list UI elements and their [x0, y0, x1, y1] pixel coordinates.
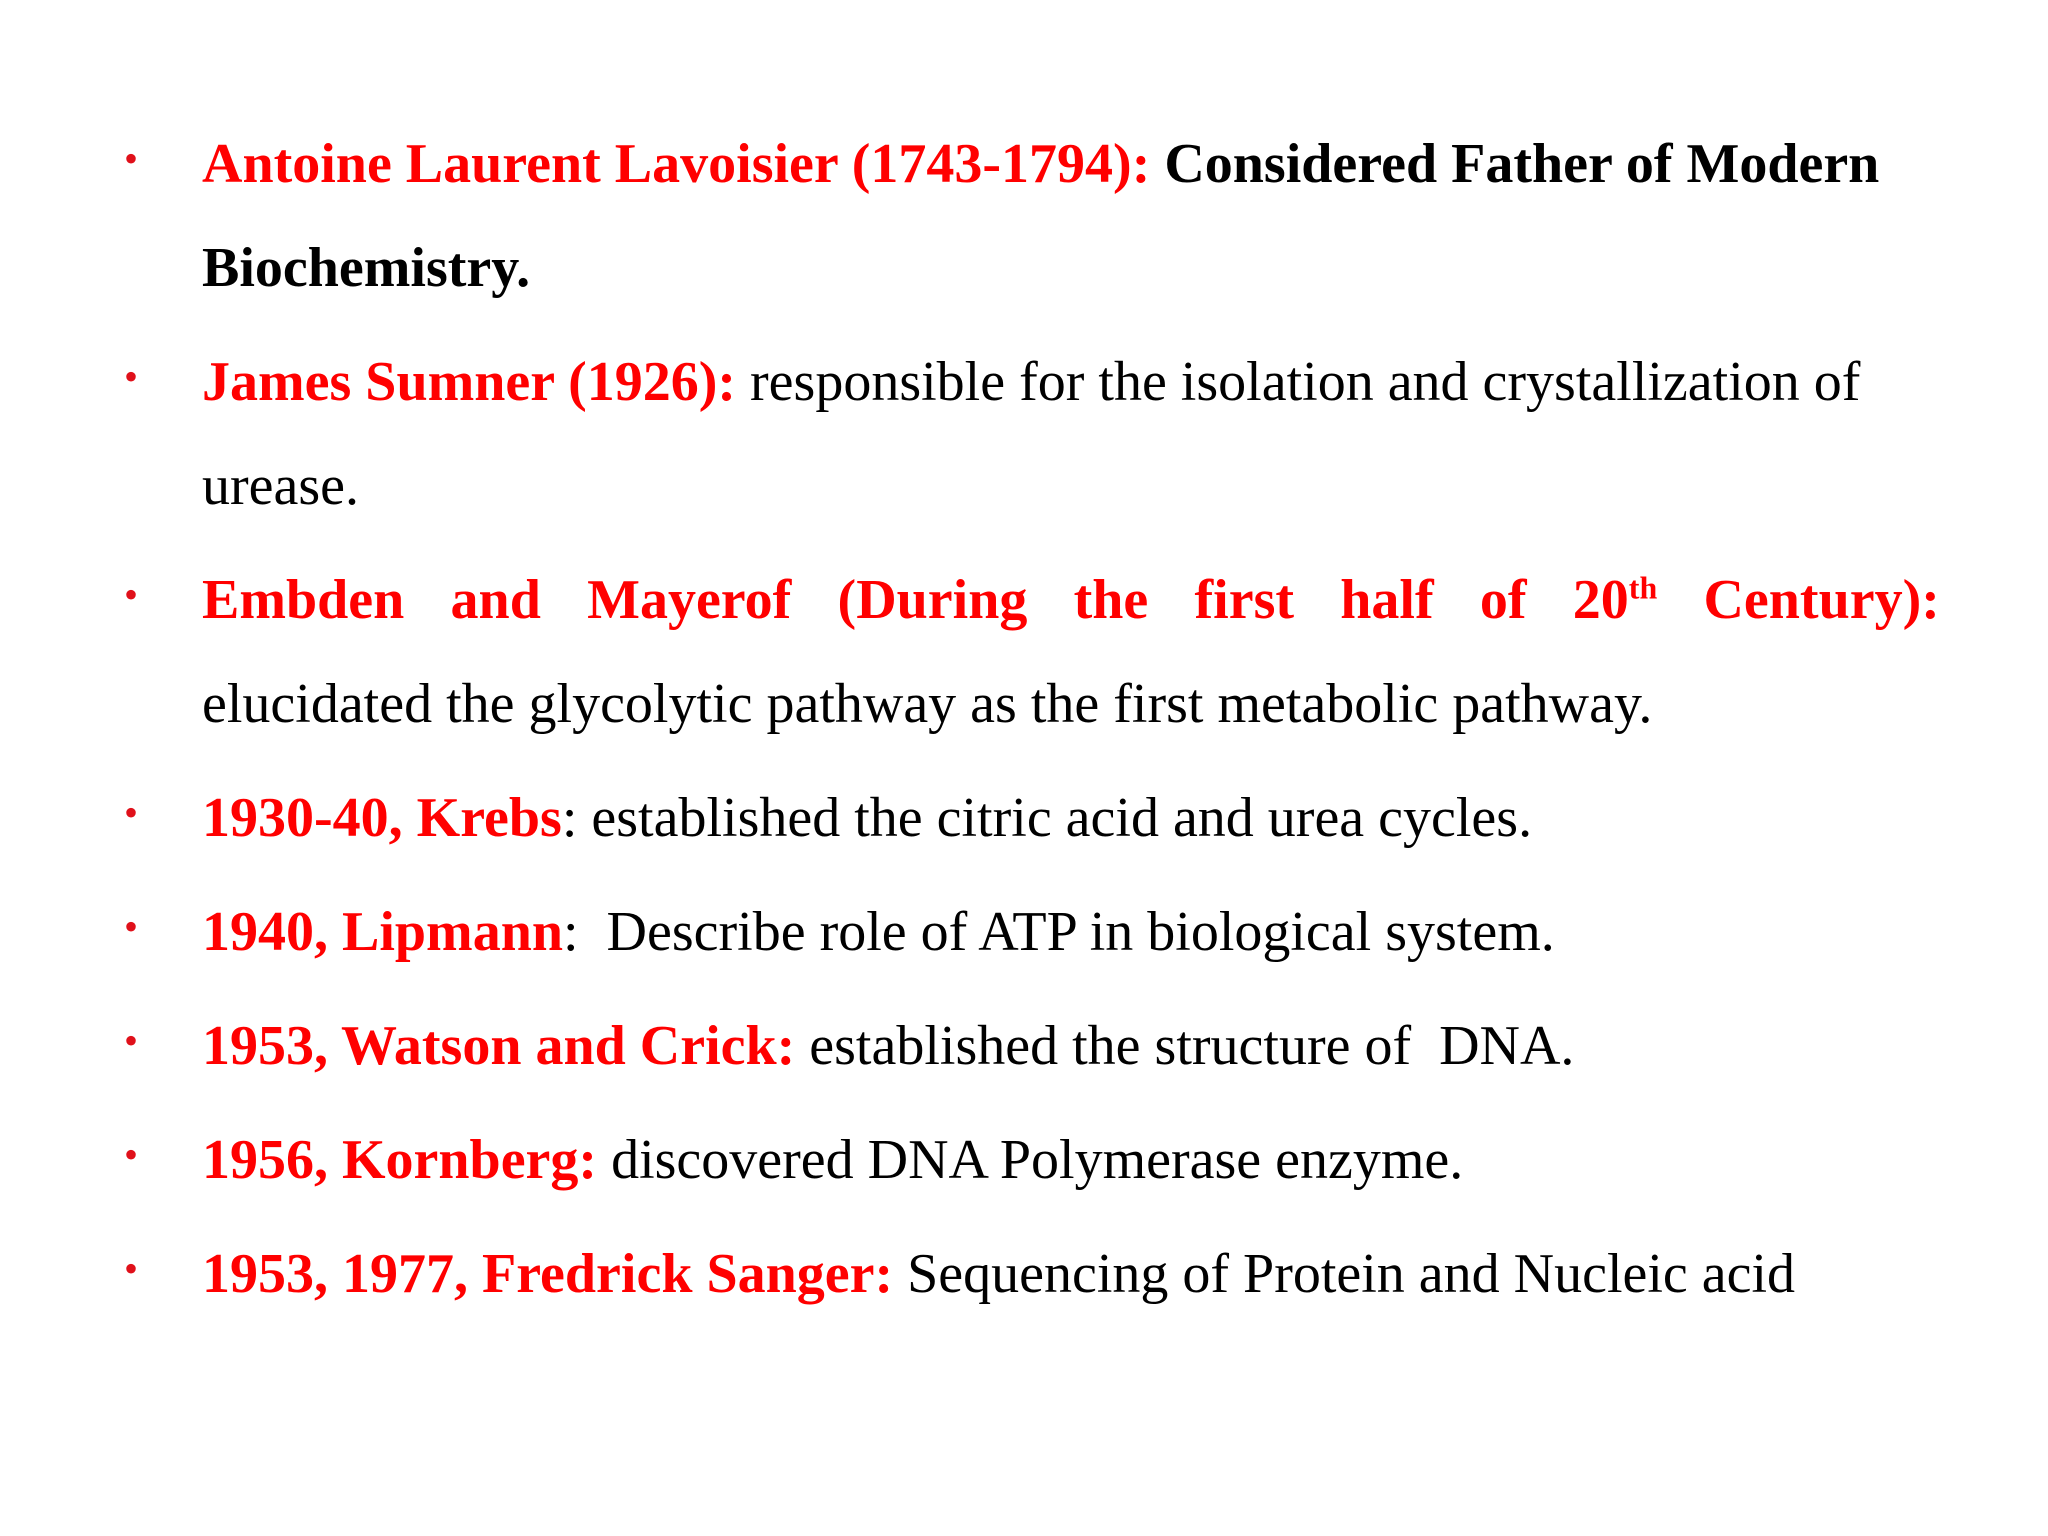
- item-description: : established the citric acid and urea cycles.: [561, 787, 1533, 849]
- item-description: elucidated the glycolytic pathway as the first metabolic pathway.: [202, 673, 1653, 735]
- bullet-icon: •: [124, 1018, 139, 1063]
- bullet-icon: •: [124, 354, 139, 399]
- list-item-krebs: [120, 766, 1940, 870]
- item-description: Considered Father of Modern Biochemistry.: [202, 133, 1880, 299]
- item-description: discovered DNA Polymerase enzyme.: [611, 1129, 1464, 1191]
- bullet-icon: •: [124, 790, 139, 835]
- list-item-lipmann: [120, 880, 1940, 984]
- superscript: th: [1628, 569, 1658, 606]
- bullet-icon: •: [124, 136, 139, 181]
- bullet-icon: •: [124, 1132, 139, 1177]
- list-item-sanger: [120, 1222, 1940, 1326]
- bullet-icon: •: [124, 572, 139, 617]
- list-item-embden: [120, 548, 1940, 756]
- list-item-sumner: [120, 330, 1940, 538]
- item-name: Antoine Laurent Lavoisier (1743-1794):: [202, 133, 1151, 195]
- bullet-icon: •: [124, 904, 139, 949]
- bullet-list: [120, 112, 1940, 1336]
- item-name: James Sumner (1926):: [202, 351, 737, 413]
- list-item-watson-crick: [120, 994, 1940, 1098]
- bullet-icon: •: [124, 1246, 139, 1291]
- item-description: responsible for the isolation and crystallization of urease.: [202, 351, 1861, 517]
- item-description: Sequencing of Protein and Nucleic acid: [907, 1243, 1796, 1305]
- item-name: 1953, Watson and Crick:: [202, 1015, 796, 1077]
- item-name: 1956, Kornberg:: [202, 1129, 598, 1191]
- list-item-kornberg: [120, 1108, 1940, 1212]
- item-name: 1953, 1977, Fredrick Sanger:: [202, 1243, 894, 1305]
- item-description: : Describe role of ATP in biological system.: [563, 901, 1555, 963]
- list-item-lavoisier: [120, 112, 1940, 320]
- item-name: 1940, Lipmann: [202, 901, 563, 963]
- item-name: Embden and Mayerof (During the first half of 20th Century):: [202, 569, 1940, 631]
- item-description: established the structure of DNA.: [809, 1015, 1575, 1077]
- item-name: 1930-40, Krebs: [202, 787, 562, 849]
